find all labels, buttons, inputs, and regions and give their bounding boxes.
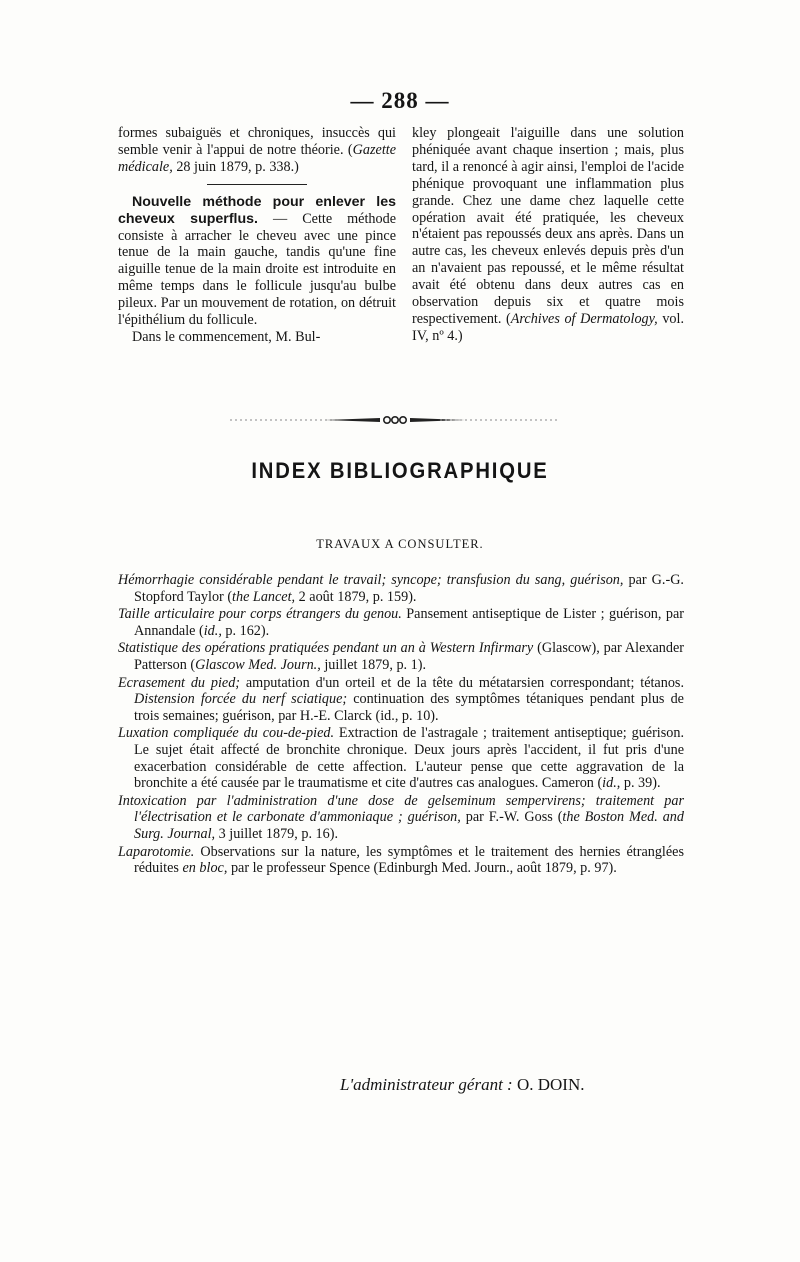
reference-item: Taille articulaire pour corps étrangers du genou. Pansement antiseptique de Lister ; guérison, par Annandale (id., p. 162). — [118, 606, 684, 639]
section-heading: Nouvelle méthode pour enlever les cheveux superflus. — [118, 193, 396, 227]
index-subtitle: TRAVAUX A CONSULTER. — [316, 537, 484, 551]
paragraph: kley plongeait l'aiguille dans une solution phéniquée avant chaque insertion ; mais, plus tard, il a renoncé à agir ainsi, l'emploi de l'acide phénique provoquant une inflammation plus grande. Chez une dame chez laquelle cette opération avait été pratiquée, les cheveux n'étaient pas repoussés deux ans après. Dans un autre cas, les cheveux enlevés depuis près d'un an n'avaient pas repoussé, et le même résultat avait été obtenu dans deux autres cas en observation depuis six et quatre mois respectivement. (Archives of Dermatology, vol. IV, nº 4.) — [412, 125, 684, 344]
paragraph: Nouvelle méthode pour enlever les cheveux superflus. — Cette méthode consiste à arracher le cheveu avec une pince tenue de la main gauche, tandis qu'une fine aiguille tenue de la main droite est introduite en même temps dans le follicule jusqu'au bulbe pileux. Par un mouvement de rotation, on détruit l'épithélium du follicule. — [118, 193, 397, 329]
reference-item: Ecrasement du pied; amputation d'un orteil et de la tête du métatarsien correspondant; tétanos. Distension forcée du nerf sciatique; continuation des symptômes tétaniques pendant plus de trois semaines; guérison, par H.-E. Clarck (id., p. 10). — [118, 674, 684, 724]
paragraph: formes subaiguës et chroniques, insuccès qui semble venir à l'appui de notre théorie. (Gazette médicale, 28 juin 1879, p. 338.) — [118, 125, 396, 175]
reference-item: Hémorrhagie considérable pendant le travail; syncope; transfusion du sang, guérison, par G.-G. Stopford Taylor (the Lancet, 2 août 1879, p. 159). — [118, 572, 684, 605]
page-number: — 288 — — [350, 88, 450, 113]
reference-item: Luxation compliquée du cou-de-pied. Extraction de l'astragale ; traitement antiseptique; guérison. Le sujet était affecté de bronchite chronique. Deux jours après l'accident, il fut pris d'une exacerbation considérable de cette affection. L'auteur pense que cette aggravation de la bronchite a été causée par le traumatisme et cite d'autres cas analogues. Cameron (id., p. 39). — [118, 725, 685, 792]
reference-item: Intoxication par l'administration d'une dose de gelseminum sempervirens; traitement par l'électrisation et le carbonate d'ammoniaque ; guérison, par F.-W. Goss (the Boston Med. and Surg. Journal, 3 juillet 1879, p. 16). — [118, 792, 684, 842]
reference-list — [118, 572, 684, 878]
ornament-divider — [230, 413, 560, 427]
right-column — [412, 125, 684, 345]
index-title: INDEX BIBLIOGRAPHIQUE — [251, 458, 549, 483]
signature-line: L'administrateur gérant : O. DOIN. — [340, 1075, 585, 1094]
divider — [207, 184, 307, 185]
reference-item: Statistique des opérations pratiquées pendant un an à Western Infirmary (Glascow), par Alexander Patterson (Glascow Med. Journ., juillet 1879, p. 1). — [118, 640, 684, 673]
reference-item: Laparotomie. Observations sur la nature, les symptômes et le traitement des hernies étranglées réduites en bloc, par le professeur Spence (Edinburgh Med. Journ., août 1879, p. 97). — [118, 843, 684, 877]
left-column — [118, 125, 396, 346]
paragraph: Dans le commencement, M. Bul- — [132, 328, 321, 345]
